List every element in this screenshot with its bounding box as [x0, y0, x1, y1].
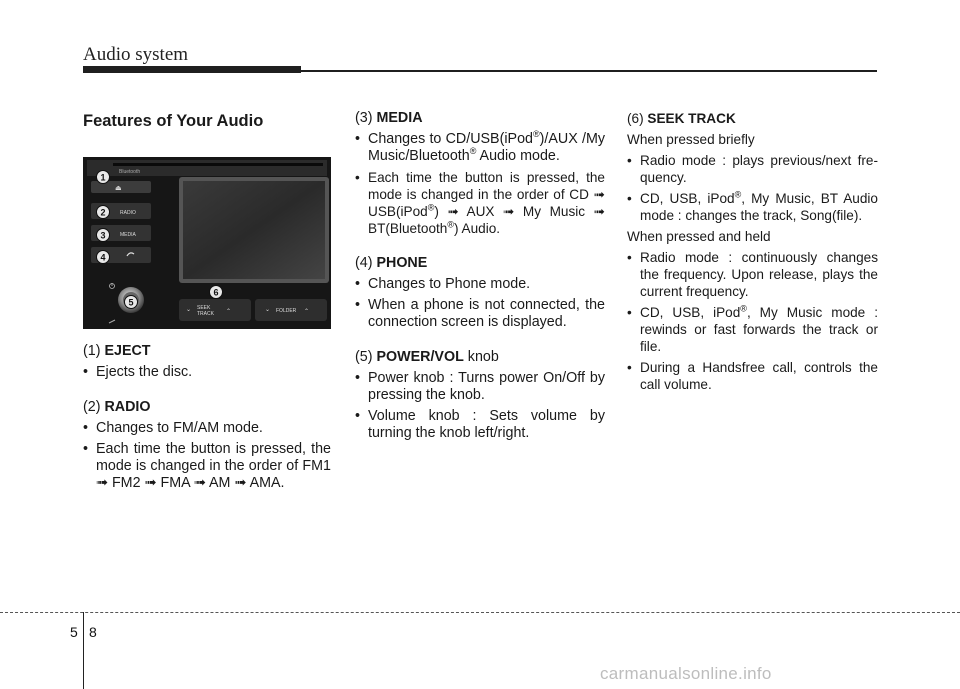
phone-name: PHONE — [376, 255, 428, 271]
power-name: POWER/VOL — [376, 349, 464, 365]
eject-bullet-1: • Ejects the disc. — [83, 364, 331, 381]
seek-name: SEEK TRACK — [647, 111, 736, 126]
footer-vertical-rule — [83, 612, 84, 689]
eject-heading — [83, 343, 331, 360]
radio-bullet-2: • Each time the button is pressed, the mode is changed in the order of FM1 ➟ FM2 ➟ FMA ➟ AM ➟ AMA. — [83, 441, 331, 492]
seek-bullet-2: • CD, USB, iPod®, My Music, BT Audio mode : changes the track, Song(file). — [627, 190, 878, 224]
power-bullet-1: • Power knob : Turns power On/Off by pressing the knob. — [355, 370, 605, 404]
callout-6-label: 6 — [213, 287, 219, 298]
header-bar — [83, 66, 301, 73]
media-name: MEDIA — [376, 110, 423, 126]
svg-text:⌄: ⌄ — [186, 306, 192, 313]
power-suffix: knob — [463, 349, 499, 365]
track-label: TRACK — [197, 311, 214, 317]
eject-number: (1) — [83, 343, 105, 359]
phone-bullet-2: • When a phone is not connected, the connection screen is displayed. — [355, 297, 605, 331]
seek-brief-label: When pressed briefly — [627, 132, 755, 147]
folder-label: FOLDER — [276, 308, 297, 314]
header-rule — [301, 70, 877, 72]
svg-text:⌄: ⌄ — [265, 306, 271, 313]
seek-label: SEEK — [197, 305, 211, 311]
media-bullet-1: • Changes to CD/USB(iPod®)/AUX /My Music/Bluetooth® Audio mode. — [355, 131, 605, 165]
power-bullet-2: • Volume knob : Sets volume by turning the knob left/right. — [355, 408, 605, 442]
media-heading — [355, 110, 605, 127]
section-title: Features of Your Audio — [83, 112, 264, 130]
svg-text:⌃: ⌃ — [304, 308, 310, 315]
radio-label: RADIO — [120, 210, 136, 216]
callout-1-label: 1 — [100, 172, 106, 183]
svg-text:⌃: ⌃ — [226, 308, 232, 315]
seek-heading — [627, 110, 878, 127]
page-number-section: 5 — [70, 624, 78, 640]
media-bullet-2: • Each time the button is pressed, the mode is changed in the order of CD ➟ USB(iPod®) ➟ AUX ➟ My Music ➟ BT(Bluetooth®) Audio. — [355, 169, 605, 237]
power-number: (5) — [355, 349, 377, 365]
callout-3-label: 3 — [100, 230, 106, 241]
audio-head-unit-illustration — [83, 157, 331, 329]
audio-head-unit-figure — [83, 157, 331, 329]
media-label: MEDIA — [120, 232, 136, 238]
column-2 — [355, 110, 605, 446]
radio-heading — [83, 399, 331, 416]
seek-bullet-1: • Radio mode : plays previous/next frequency. — [627, 152, 878, 186]
callout-5-label: 5 — [128, 297, 134, 308]
radio-bullet-1: • Changes to FM/AM mode. — [83, 420, 331, 437]
seek-bullet-3: • Radio mode : continuously changes the frequency. Upon release, plays the current frequency. — [627, 249, 878, 300]
header-title: Audio system — [83, 44, 189, 65]
phone-bullet-1: • Changes to Phone mode. — [355, 276, 605, 293]
footer-dashed-rule — [0, 612, 960, 613]
phone-heading — [355, 255, 605, 272]
seek-bullet-5: • During a Handsfree call, controls the call volume. — [627, 359, 878, 393]
callout-4-label: 4 — [100, 252, 106, 263]
radio-name: RADIO — [104, 399, 151, 415]
seek-bullet-4: • CD, USB, iPod®, My Music mode : rewinds or fast forwards the track or file. — [627, 304, 878, 355]
phone-number: (4) — [355, 255, 377, 271]
column-3 — [627, 110, 878, 397]
callout-2-label: 2 — [100, 207, 106, 218]
media-number: (3) — [355, 110, 377, 126]
column-1 — [83, 110, 331, 496]
radio-number: (2) — [83, 399, 105, 415]
svg-text:⏏: ⏏ — [115, 184, 122, 192]
watermark: carmanualsonline.info — [600, 664, 772, 683]
bluetooth-label: Bluetooth — [119, 169, 141, 175]
seek-number: (6) — [627, 111, 648, 126]
eject-name: EJECT — [104, 343, 151, 359]
seek-held-label: When pressed and held — [627, 229, 771, 244]
power-heading — [355, 349, 605, 366]
page-number-page: 8 — [89, 624, 97, 640]
